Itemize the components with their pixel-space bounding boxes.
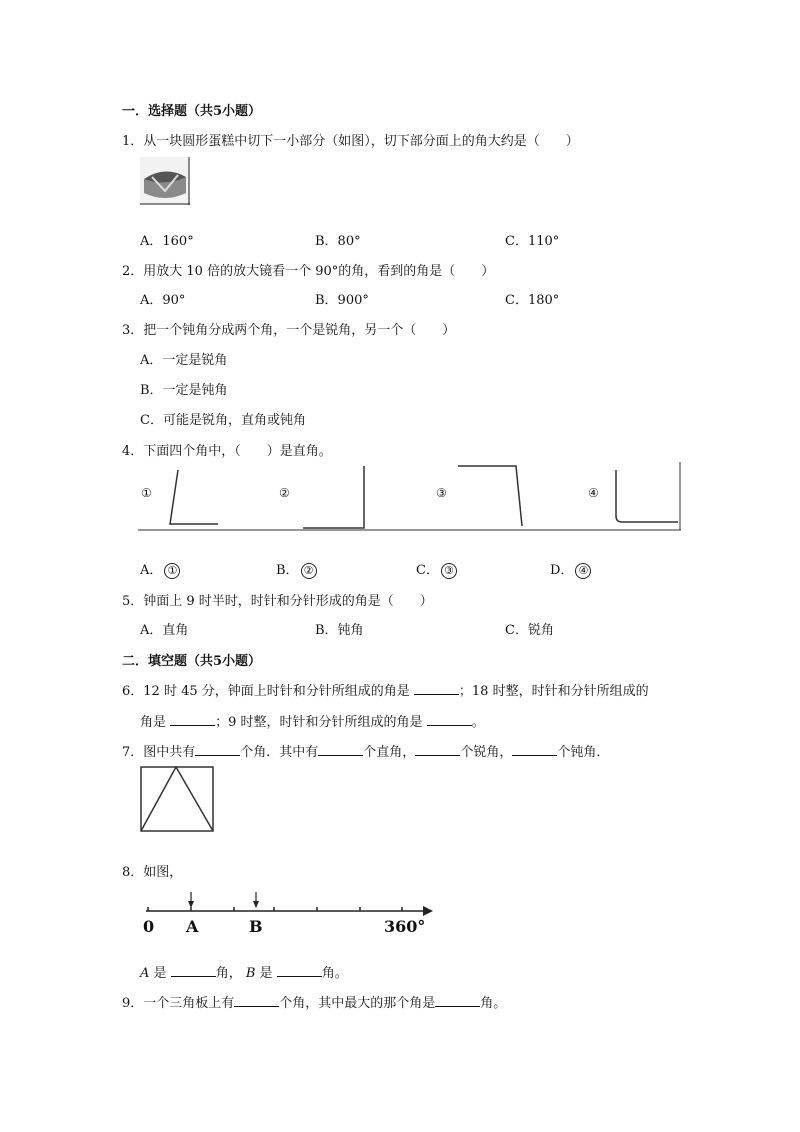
- q6-blank-2[interactable]: [170, 711, 215, 726]
- q3-option-b[interactable]: B．一定是钝角: [140, 383, 228, 398]
- q8-answer-line: [140, 962, 348, 981]
- q7-blank-acute[interactable]: [415, 741, 460, 756]
- q9-text-1: 9．一个三角板上有: [122, 996, 235, 1011]
- q8-text-b: 是: [259, 966, 273, 981]
- q8-blank-a[interactable]: [171, 962, 216, 977]
- q6-text-1: 6．12 时 45 分，钟面上时针和分针所组成的角是: [122, 684, 410, 699]
- axis-label-b: B: [249, 917, 263, 936]
- q2-option-a[interactable]: A．90°: [140, 293, 186, 308]
- q1-option-a[interactable]: A．160°: [140, 234, 194, 249]
- q6-text-4: ；9 时整，时针和分针所组成的角是: [215, 715, 423, 730]
- q4-option-d-mark: ④: [575, 563, 591, 579]
- q1-option-b[interactable]: B．80°: [315, 234, 361, 249]
- question-8-text: 8．如图，: [122, 865, 183, 880]
- q4-option-d-label: D．: [550, 563, 574, 578]
- q1-option-c[interactable]: C．110°: [505, 234, 560, 249]
- q7-text-1: 7．图中共有: [122, 745, 196, 760]
- q7-blank-total[interactable]: [195, 741, 240, 756]
- q4-option-c[interactable]: [416, 559, 457, 579]
- q8-var-a: A: [140, 966, 150, 981]
- question-6-line-2: [140, 711, 485, 730]
- q6-text-3: 角是: [140, 715, 167, 730]
- angle-label-1: ①: [141, 486, 152, 500]
- rectangle-triangle-figure: [140, 766, 214, 833]
- q8-blank-b[interactable]: [277, 962, 322, 977]
- q9-blank-count[interactable]: [234, 992, 279, 1007]
- q5-option-b[interactable]: B．钝角: [315, 623, 364, 638]
- q7-text-4: 个锐角，: [460, 745, 513, 760]
- q3-option-a[interactable]: A．一定是锐角: [140, 353, 228, 368]
- q4-option-b-label: B．: [276, 563, 299, 578]
- q8-text-b-end: 角。: [321, 966, 348, 981]
- question-9-text: [122, 992, 506, 1011]
- four-angles-figure: [138, 462, 683, 534]
- q4-option-a-label: A．: [140, 563, 163, 578]
- q4-option-c-mark: ③: [441, 563, 457, 579]
- question-2-text: 2．用放大 10 倍的放大镜看一个 90°的角，看到的角是（ ）: [122, 264, 495, 279]
- q9-blank-largest[interactable]: [435, 992, 480, 1007]
- q7-blank-right[interactable]: [318, 741, 363, 756]
- cake-slice-figure: [140, 157, 190, 205]
- axis-label-zero: 0: [143, 917, 155, 936]
- question-4-text: 4．下面四个角中，（ ）是直角。: [122, 444, 332, 459]
- q5-option-a[interactable]: A．直角: [140, 623, 189, 638]
- axis-label-a: A: [186, 917, 199, 936]
- angle-label-3: ③: [436, 486, 447, 500]
- q4-option-c-label: C．: [416, 563, 439, 578]
- q6-blank-1[interactable]: [414, 680, 459, 695]
- q6-blank-3[interactable]: [427, 711, 472, 726]
- angle-label-2: ②: [279, 486, 290, 500]
- q4-option-a-mark: ①: [164, 563, 180, 579]
- q8-text-a: 是: [153, 966, 167, 981]
- question-3-text: 3．把一个钝角分成两个角，一个是锐角，另一个（ ）: [122, 323, 456, 338]
- q4-option-b[interactable]: [276, 559, 317, 579]
- question-6-line-1: [122, 680, 649, 699]
- q4-option-a[interactable]: [140, 559, 180, 579]
- q7-text-3: 个直角，: [363, 745, 416, 760]
- q6-text-5: 。: [471, 715, 485, 730]
- q9-text-2: 个角，其中最大的那个角是: [279, 996, 436, 1011]
- q4-option-b-mark: ②: [301, 563, 317, 579]
- q8-text-a-end: 角，: [215, 966, 242, 981]
- q7-text-5: 个钝角．: [557, 745, 610, 760]
- angle-label-4: ④: [588, 486, 599, 500]
- q2-option-b[interactable]: B．900°: [315, 293, 369, 308]
- q5-option-c[interactable]: C．锐角: [505, 623, 554, 638]
- q6-text-2: ；18 时整，时针和分针所组成的: [458, 684, 649, 699]
- q7-text-2: 个角．其中有: [240, 745, 319, 760]
- q8-var-b: B: [245, 966, 256, 981]
- q7-blank-obtuse[interactable]: [512, 741, 557, 756]
- question-5-text: 5．钟面上 9 时半时，时针和分针形成的角是（ ）: [122, 594, 433, 609]
- q9-text-3: 角。: [480, 996, 507, 1011]
- q3-option-c[interactable]: C．可能是锐角，直角或钝角: [140, 413, 306, 428]
- q2-option-c[interactable]: C．180°: [505, 293, 560, 308]
- axis-label-360: 360°: [384, 917, 426, 936]
- q4-option-d[interactable]: [550, 559, 591, 579]
- section-title-fill: 二．填空题（共5小题）: [122, 654, 262, 669]
- section-title-choice: 一．选择题（共5小题）: [122, 104, 262, 119]
- question-1-text: 1．从一块圆形蛋糕中切下一小部分（如图），切下部分面上的角大约是（ ）: [122, 134, 579, 149]
- question-7-text: [122, 741, 609, 760]
